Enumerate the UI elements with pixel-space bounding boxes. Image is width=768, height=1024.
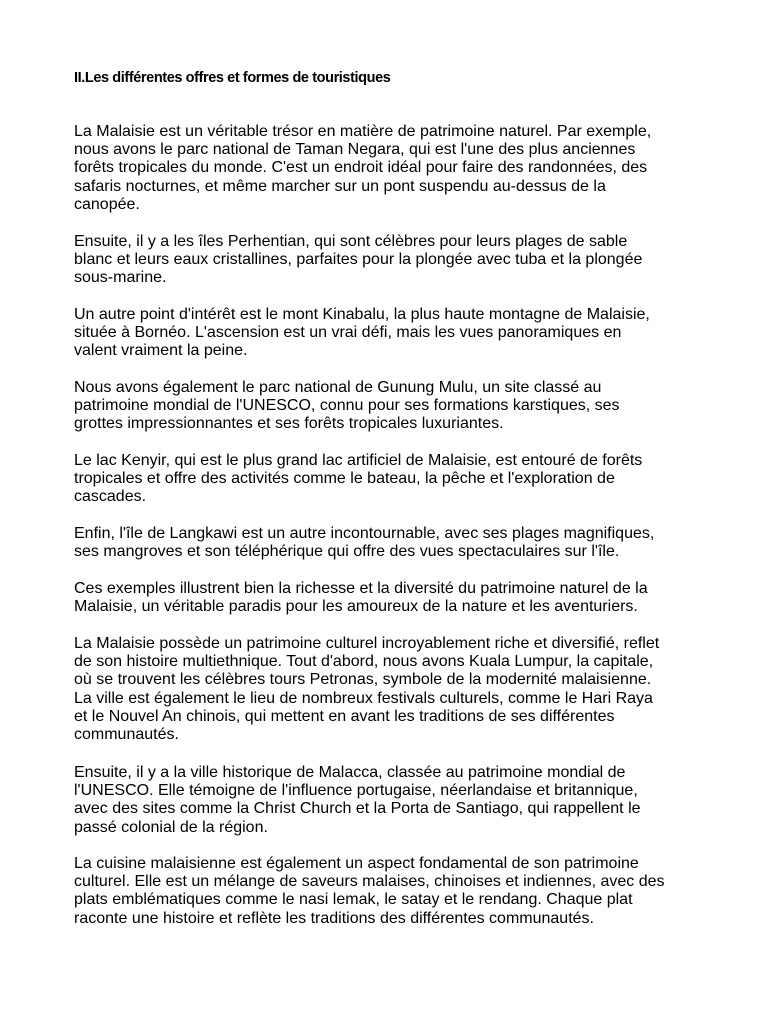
paragraph [74, 306, 704, 361]
text-line: Ces exemples illustrent bien la richesse et la diversité du patrimoine naturel de la [74, 580, 648, 597]
text-line: tropicales et offre des activités comme le bateau, la pêche et l'exploration de [74, 470, 615, 488]
text-line: communautés. [74, 726, 179, 744]
text-line: valent vraiment la peine. [74, 342, 248, 360]
text-line: l'UNESCO. Elle témoigne de l'influence portugaise, néerlandaise et britannique, [74, 782, 638, 800]
text-line: avec des sites comme la Christ Church et la Porta de Santiago, qui rappellent le [74, 800, 641, 818]
text-line: Enfin, l'île de Langkawi est un autre incontournable, avec ses plages magnifiques, [74, 525, 655, 542]
text-line: Le lac Kenyir, qui est le plus grand lac artificiel de Malaisie, est entouré de forêts [74, 452, 643, 469]
text-line: Nous avons également le parc national de Gunung Mulu, un site classé au [74, 379, 602, 396]
paragraph [74, 123, 704, 214]
text-line: située à Bornéo. L'ascension est un vrai défi, mais les vues panoramiques en [74, 324, 622, 342]
text-line: cascades. [74, 488, 147, 506]
paragraph [74, 233, 704, 288]
text-line: La ville est également le lieu de nombreux festivals culturels, comme le Hari Raya [74, 689, 653, 707]
text-line: raconte une histoire et reflète les traditions des différentes communautés. [74, 909, 594, 927]
text-line: ses mangroves et son téléphérique qui offre des vues spectaculaires sur l'île. [74, 543, 620, 561]
text-line: plats emblématiques comme le nasi lemak, le satay et le rendang. Chaque plat [74, 891, 633, 909]
text-line: et le Nouvel An chinois, qui mettent en avant les traditions de ses différentes [74, 707, 615, 725]
paragraph [74, 452, 704, 507]
text-line: forêts tropicales du monde. C'est un endroit idéal pour faire des randonnées, des [74, 159, 648, 177]
text-line: patrimoine mondial de l'UNESCO, connu pour ses formations karstiques, ses [74, 397, 620, 415]
text-line: passé colonial de la région. [74, 818, 268, 836]
text-line: Malaisie, un véritable paradis pour les amoureux de la nature et les aventuriers. [74, 598, 638, 616]
text-line: sous-marine. [74, 269, 167, 287]
section-heading: II.Les différentes offres et formes de touristiques [74, 70, 391, 86]
text-line: nous avons le parc national de Taman Negara, qui est l'une des plus anciennes [74, 141, 636, 159]
text-line: blanc et leurs eaux cristallines, parfaites pour la plongée avec tuba et la plongée [74, 251, 643, 269]
paragraph [74, 635, 704, 744]
text-line: La Malaisie est un véritable trésor en matière de patrimoine naturel. Par exemple, [74, 123, 652, 140]
text-line: Ensuite, il y a la ville historique de Malacca, classée au patrimoine mondial de [74, 764, 626, 781]
text-line: Ensuite, il y a les îles Perhentian, qui sont célèbres pour leurs plages de sable [74, 233, 628, 250]
paragraph [74, 379, 704, 434]
text-line: Un autre point d'intérêt est le mont Kinabalu, la plus haute montagne de Malaisie, [74, 306, 650, 323]
paragraph [74, 580, 704, 616]
text-line: grottes impressionnantes et ses forêts tropicales luxuriantes. [74, 415, 504, 433]
paragraph [74, 525, 704, 561]
text-line: canopée. [74, 195, 140, 213]
paragraph [74, 764, 704, 837]
text-line: La Malaisie possède un patrimoine culturel incroyablement riche et diversifié, reflet [74, 635, 660, 652]
text-line: safaris nocturnes, et même marcher sur un pont suspendu au-dessus de la [74, 177, 606, 195]
text-line: où se trouvent les célèbres tours Petronas, symbole de la modernité malaisienne. [74, 671, 652, 689]
text-line: de son histoire multiethnique. Tout d'abord, nous avons Kuala Lumpur, la capitale, [74, 653, 654, 671]
text-line: La cuisine malaisienne est également un aspect fondamental de son patrimoine [74, 855, 639, 872]
text-line: culturel. Elle est un mélange de saveurs malaises, chinoises et indiennes, avec des [74, 873, 665, 891]
paragraph [74, 855, 704, 928]
